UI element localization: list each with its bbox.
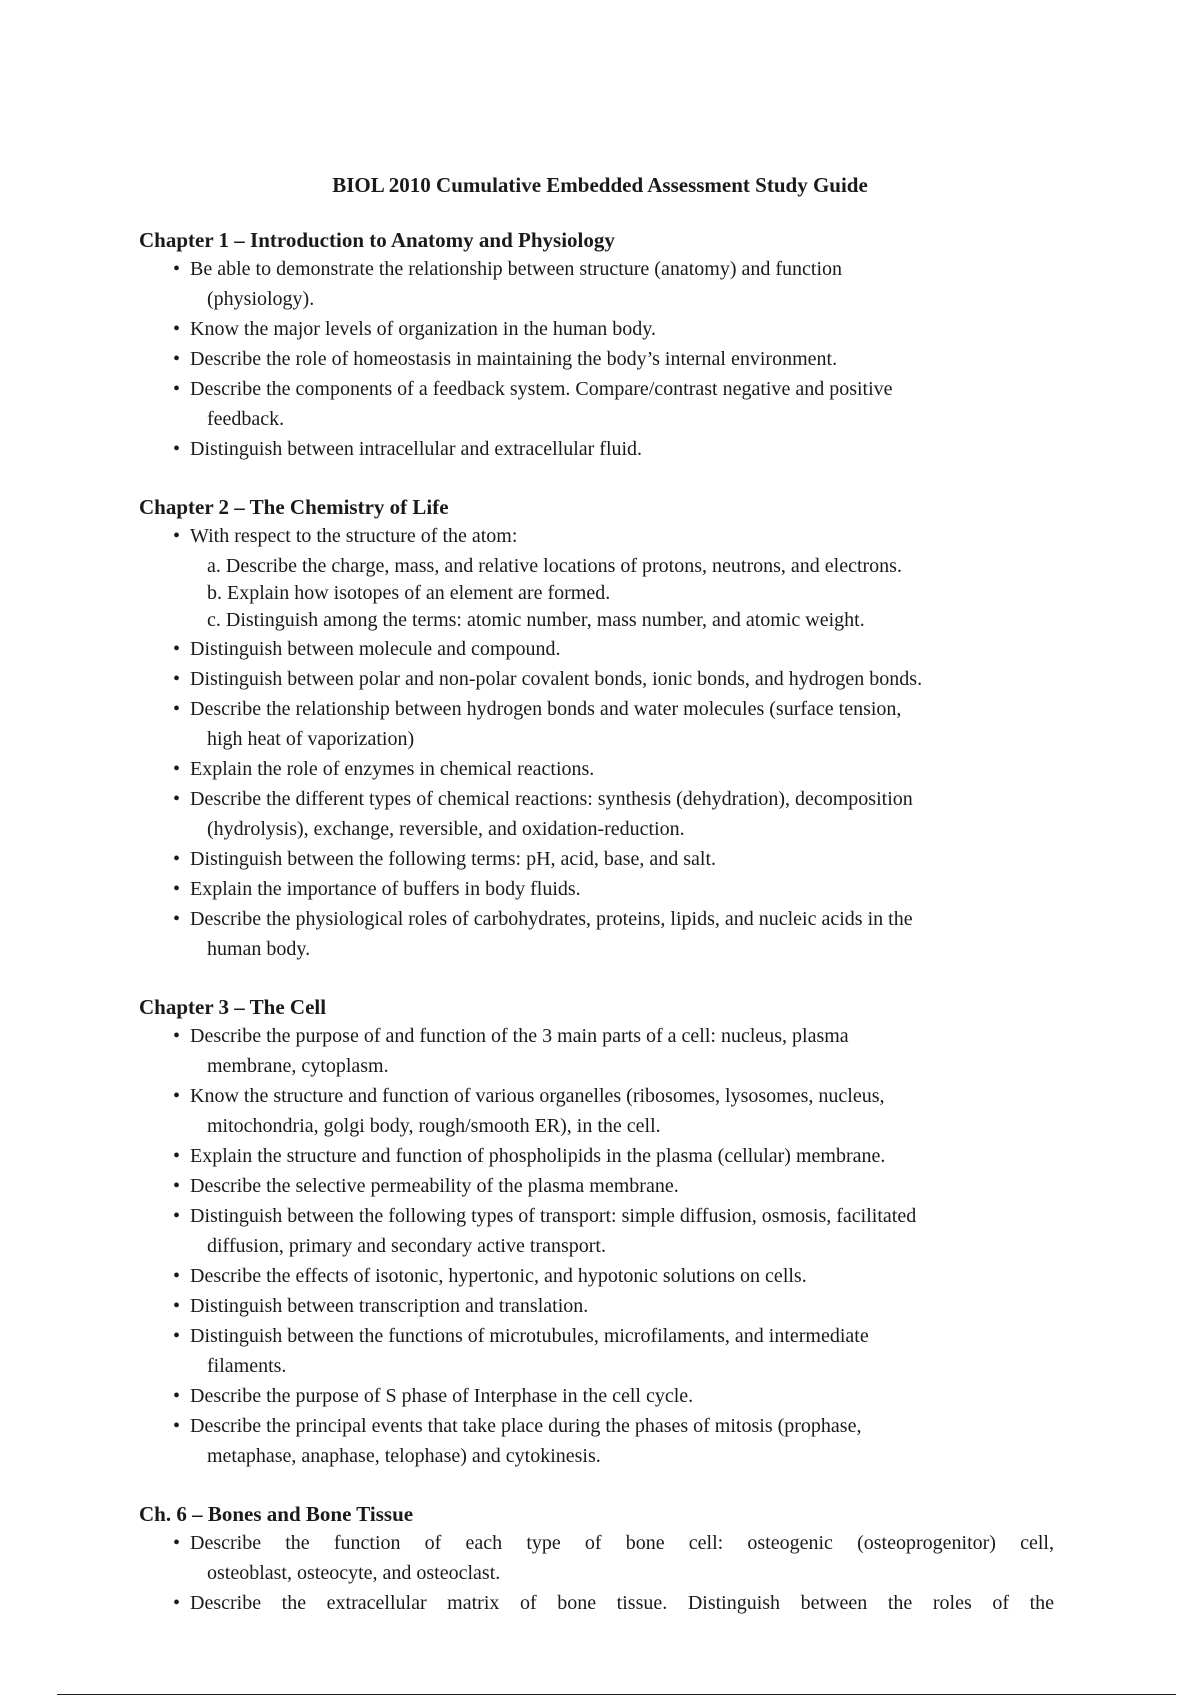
sub-list-item: c. Distinguish among the terms: atomic number, mass number, and atomic weight. xyxy=(207,609,865,631)
list-item: • Describe the selective permeability of the plasma membrane. xyxy=(173,1171,1054,1201)
chapter-6-section xyxy=(139,1500,1054,1618)
list-item: • Describe the extracellular matrix of bone tissue. Distinguish between the roles of the xyxy=(173,1588,1054,1618)
list-item: • Know the major levels of organization in the human body. xyxy=(173,314,1054,344)
sub-list-item: a. Describe the charge, mass, and relative locations of protons, neutrons, and electrons. xyxy=(207,555,902,577)
list-item: • Distinguish between the following types of transport: simple diffusion, osmosis, facilitated diffusion, primary and secondary active transport. xyxy=(173,1201,1054,1261)
chapter-2-section xyxy=(139,493,1054,964)
list-item: • Describe the relationship between hydrogen bonds and water molecules (surface tension, high heat of vaporization) xyxy=(173,694,1054,754)
chapter-3-section xyxy=(139,993,1054,1471)
list-item: • Describe the principal events that take place during the phases of mitosis (prophase, metaphase, anaphase, telophase) and cytokinesis. xyxy=(173,1411,1054,1471)
bottom-divider xyxy=(57,1694,1176,1695)
list-item: • Distinguish between the following terms: pH, acid, base, and salt. xyxy=(173,844,1054,874)
chapter-1-title: Chapter 1 – Introduction to Anatomy and Physiology xyxy=(139,228,615,252)
list-item: • Describe the purpose of and function of the 3 main parts of a cell: nucleus, plasma membrane, cytoplasm. xyxy=(173,1021,1054,1081)
chapter-3-title: Chapter 3 – The Cell xyxy=(139,995,327,1019)
list-item: • Explain the role of enzymes in chemical reactions. xyxy=(173,754,1054,784)
document-title: BIOL 2010 Cumulative Embedded Assessment Study Guide xyxy=(332,173,868,197)
list-item: • Distinguish between intracellular and extracellular fluid. xyxy=(173,434,1054,464)
list-item: • With respect to the structure of the atom: a. Describe the charge, mass, and relative locations of protons, neutrons, and electrons. b. Explain how isotopes of an element are formed. c. Distinguish among the terms: atomic number, mass number, and atomic weight. xyxy=(173,521,1054,634)
chapter-3-list xyxy=(139,1021,1054,1471)
chapter-1-list xyxy=(139,254,1054,464)
list-item: • Distinguish between transcription and translation. xyxy=(173,1291,1054,1321)
list-item: • Be able to demonstrate the relationship between structure (anatomy) and function (physiology). xyxy=(173,254,1054,314)
chapter-6-list xyxy=(139,1528,1054,1618)
list-item: • Distinguish between molecule and compound. xyxy=(173,634,1054,664)
list-item: • Describe the different types of chemical reactions: synthesis (dehydration), decomposition (hydrolysis), exchange, reversible, and oxidation-reduction. xyxy=(173,784,1054,844)
list-item: • Explain the importance of buffers in body fluids. xyxy=(173,874,1054,904)
list-item: • Know the structure and function of various organelles (ribosomes, lysosomes, nucleus, mitochondria, golgi body, rough/smooth ER), in the cell. xyxy=(173,1081,1054,1141)
chapter-1-section xyxy=(139,226,1054,464)
chapter-2-title: Chapter 2 – The Chemistry of Life xyxy=(139,495,449,519)
document-body xyxy=(139,226,1054,1647)
list-item: • Distinguish between the functions of microtubules, microfilaments, and intermediate filaments. xyxy=(173,1321,1054,1381)
list-item: • Describe the effects of isotonic, hypertonic, and hypotonic solutions on cells. xyxy=(173,1261,1054,1291)
list-item: • Describe the function of each type of bone cell: osteogenic (osteoprogenitor) cell, osteoblast, osteocyte, and osteoclast. xyxy=(173,1528,1054,1588)
chapter-6-title: Ch. 6 – Bones and Bone Tissue xyxy=(139,1502,414,1526)
list-item: • Describe the role of homeostasis in maintaining the body’s internal environment. xyxy=(173,344,1054,374)
list-item: • Describe the components of a feedback system. Compare/contrast negative and positive feedback. xyxy=(173,374,1054,434)
atom-sub-list xyxy=(207,553,1054,634)
list-item: • Explain the structure and function of phospholipids in the plasma (cellular) membrane. xyxy=(173,1141,1054,1171)
sub-list-item: b. Explain how isotopes of an element are formed. xyxy=(207,582,611,604)
list-item: • Describe the purpose of S phase of Interphase in the cell cycle. xyxy=(173,1381,1054,1411)
chapter-2-list xyxy=(139,521,1054,964)
list-item: • Describe the physiological roles of carbohydrates, proteins, lipids, and nucleic acids in the human body. xyxy=(173,904,1054,964)
list-item: • Distinguish between polar and non-polar covalent bonds, ionic bonds, and hydrogen bonds. xyxy=(173,664,1054,694)
